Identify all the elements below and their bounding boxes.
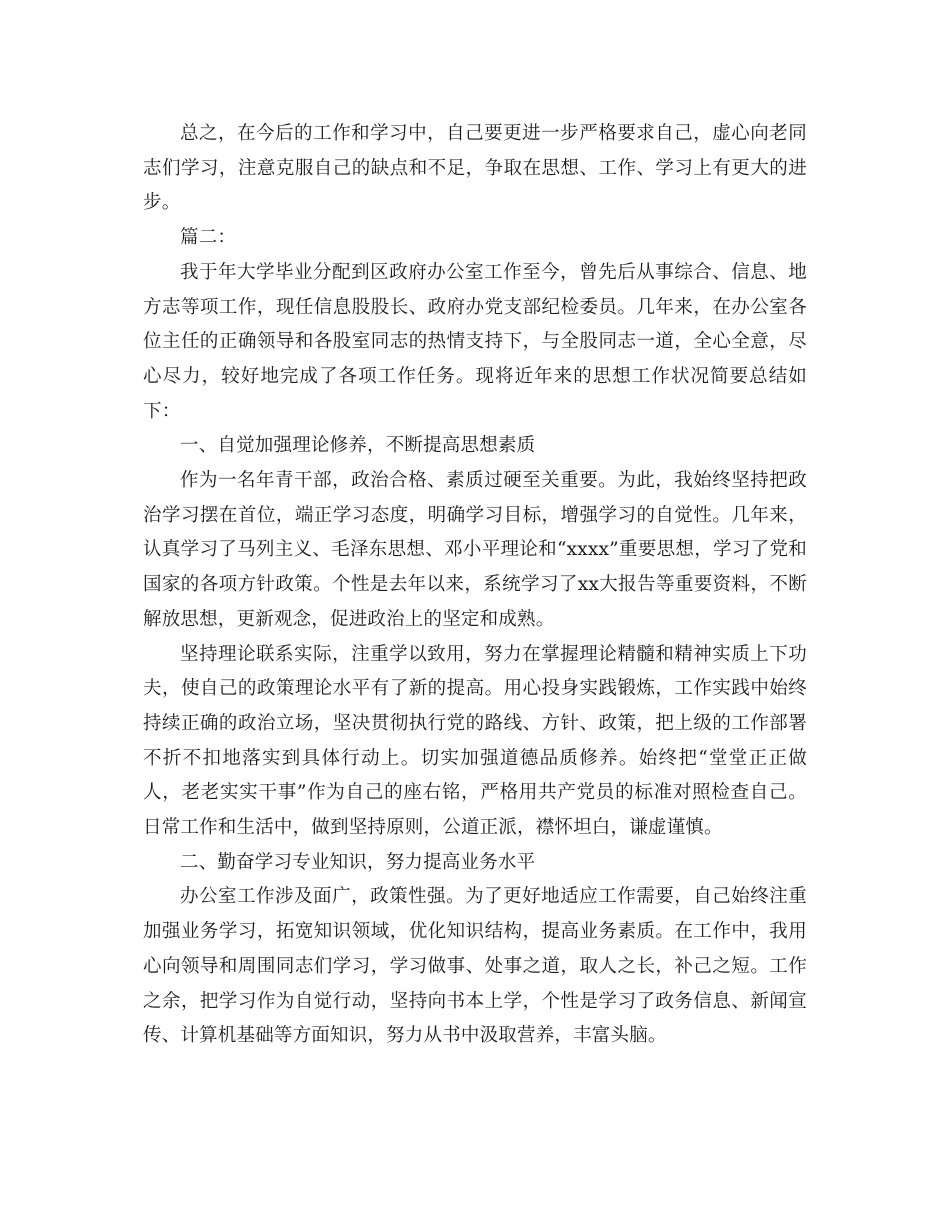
document-body — [143, 117, 807, 1054]
paragraph-political-study: 作为一名年青干部，政治合格、素质过硬至关重要。为此，我始终坚持把政治学习摆在首位，端正学习态度，明确学习目标，增强学习的自觉性。几年来，认真学习了马列主义、毛泽东思想、邓小平理论和“xxxx”重要思想，学习了党和国家的各项方针政策。个性是去年以来，系统学习了xx大报告等重要资料，不断解放思想，更新观念，促进政治上的坚定和成熟。 — [143, 470, 807, 630]
paragraph-introduction: 我于年大学毕业分配到区政府办公室工作至今，曾先后从事综合、信息、地方志等项工作，现任信息股股长、政府办党支部纪检委员。几年来，在办公室各位主任的正确领导和各股室同志的热情支持下，与全股同志一道，全心全意，尽心尽力，较好地完成了各项工作任务。现将近年来的思想工作状况简要总结如下： — [143, 261, 807, 422]
paragraph-summary: 总之，在今后的工作和学习中，自己要更进一步严格要求自己，虚心向老同志们学习，注意克服自己的缺点和不足，争取在思想、工作、学习上有更大的进步。 — [143, 123, 807, 214]
paragraph-theory-practice: 坚持理论联系实际，注重学以致用，努力在掌握理论精髓和精神实质上下功夫，使自己的政策理论水平有了新的提高。用心投身实践锻炼，工作实践中始终持续正确的政治立场，坚决贯彻执行党的路线、方针、政策，把上级的工作部署不折不扣地落实到具体行动上。切实加强道德品质修养。始终把“堂堂正正做人，老老实实干事”作为自己的座右铭，严格用共产党员的标准对照检查自己。日常工作和生活中，做到坚持原则，公道正派，襟怀坦白，谦虚谨慎。 — [143, 643, 807, 839]
section-heading-part-two: 篇二： — [180, 227, 237, 249]
section-heading-theory: 一、自觉加强理论修养，不断提高思想素质 — [180, 435, 536, 457]
section-heading-professional: 二、勤奋学习专业知识，努力提高业务水平 — [180, 851, 536, 873]
paragraph-business-study: 办公室工作涉及面广，政策性强。为了更好地适应工作需要，自己始终注重加强业务学习，拓宽知识领域，优化知识结构，提高业务素质。在工作中，我用心向领导和周围同志们学习，学习做事、处事之道，取人之长，补己之短。工作之余，把学习作为自觉行动，坚持向书本上学，个性是学习了政务信息、新闻宣传、计算机基础等方面知识，努力从书中汲取营养，丰富头脑。 — [143, 886, 807, 1047]
